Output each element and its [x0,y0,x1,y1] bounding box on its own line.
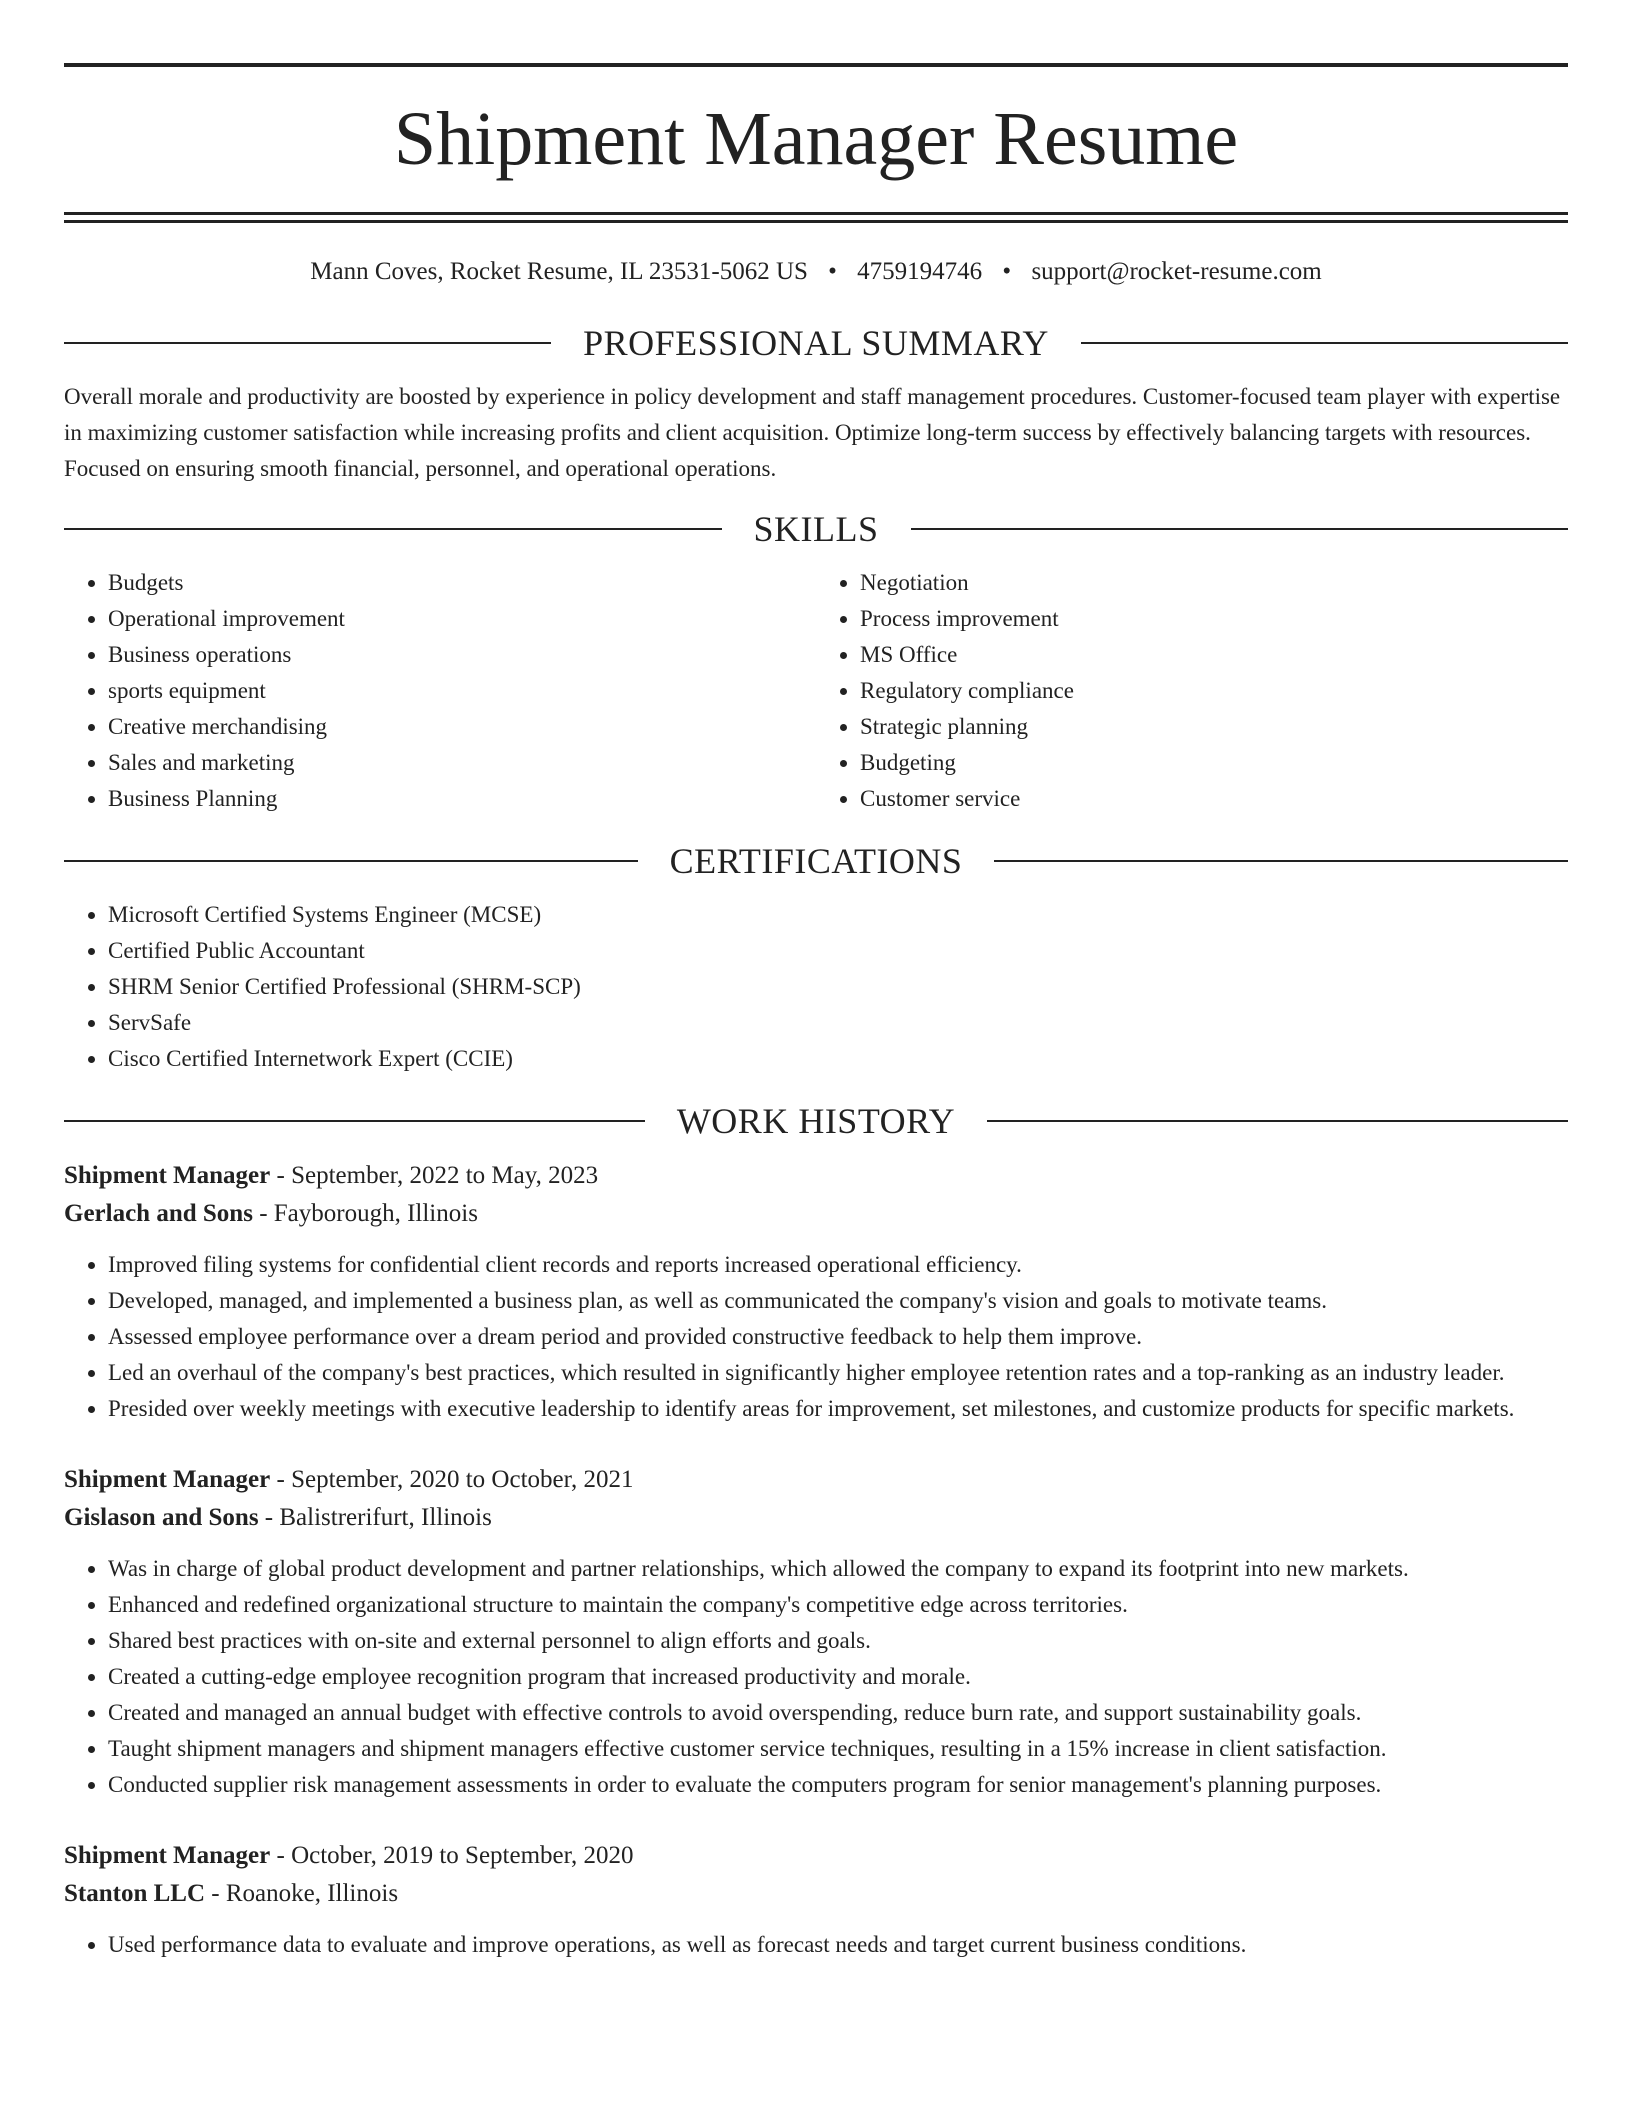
contact-line [64,257,1568,287]
job-bullets [64,1247,1568,1427]
job-entry [64,1461,1568,1803]
job-bullet: • Developed, managed, and implemented a business plan, as well as communicated the company's vision and goals to motivate teams. [108,1283,1568,1319]
skill-item: • Budgets [108,565,816,601]
job-company-line [64,1195,1568,1233]
skill-item: • Creative merchandising [108,709,816,745]
skill-item: • Regulatory compliance [860,673,1568,709]
job-dates: - September, 2020 to October, 2021 [270,1466,634,1493]
skill-item: • MS Office [860,637,1568,673]
contact-email: support@rocket-resume.com [1031,258,1322,285]
job-bullet: • Enhanced and redefined organizational structure to maintain the company's competitive edge across territories. [108,1587,1568,1623]
skill-item: • Process improvement [860,601,1568,637]
certifications-heading [64,839,1568,883]
certification-item: • SHRM Senior Certified Professional (SHRM-SCP) [108,969,1568,1005]
skill-item: • Negotiation [860,565,1568,601]
job-bullet: • Presided over weekly meetings with executive leadership to identify areas for improvement, set milestones, and customize products for specific markets. [108,1391,1568,1427]
job-title-line [64,1461,1568,1499]
job-company: Gerlach and Sons [64,1200,253,1227]
contact-address: Mann Coves, Rocket Resume, IL 23531-5062 US [310,258,808,285]
job-title: Shipment Manager [64,1842,271,1869]
job-company: Gislason and Sons [64,1504,259,1531]
resume-page [64,0,1568,1963]
job-entry [64,1157,1568,1427]
job-title: Shipment Manager [64,1162,271,1189]
skills-right-list [816,565,1568,817]
skills-columns [64,565,1568,817]
job-bullet: • Led an overhaul of the company's best practices, which resulted in significantly higher employee retention rates and a top-ranking as an industry leader. [108,1355,1568,1391]
top-rule [64,63,1568,67]
certification-item: • Certified Public Accountant [108,933,1568,969]
skill-item: • Operational improvement [108,601,816,637]
job-bullets [64,1927,1568,1963]
certifications-list [64,897,1568,1077]
job-bullet: • Conducted supplier risk management assessments in order to evaluate the computers program for senior management's planning purposes. [108,1767,1568,1803]
summary-heading [64,321,1568,365]
skill-item: • Business operations [108,637,816,673]
job-bullet: • Created and managed an annual budget with effective controls to avoid overspending, reduce burn rate, and support sustainability goals. [108,1695,1568,1731]
skill-item: • Budgeting [860,745,1568,781]
contact-separator: • [828,258,837,285]
summary-text: Overall morale and productivity are boosted by experience in policy development and staff management procedures. Customer-focused team player with expertise in maximizing customer satisfaction while increasing profits and client acquisition. Optimize long-term success by effectively balancing targets with resources. Focused on ensuring smooth financial, personnel, and operational operations. [64,384,1561,481]
section-title: CERTIFICATIONS [669,841,963,881]
job-bullets [64,1551,1568,1803]
job-bullet: • Was in charge of global product development and partner relationships, which allowed the company to expand its footprint into new markets. [108,1551,1568,1587]
work-history [64,1157,1568,1963]
job-bullet: • Improved filing systems for confidential client records and reports increased operational efficiency. [108,1247,1568,1283]
job-location: - Fayborough, Illinois [252,1200,478,1227]
skill-item: • Customer service [860,781,1568,817]
skills-heading [64,507,1568,551]
job-bullet: • Assessed employee performance over a dream period and provided constructive feedback to help them improve. [108,1319,1568,1355]
section-title: WORK HISTORY [676,1101,956,1141]
work-heading [64,1099,1568,1143]
job-entry [64,1837,1568,1963]
job-dates: - October, 2019 to September, 2020 [270,1842,634,1869]
section-title: SKILLS [753,509,879,549]
job-title: Shipment Manager [64,1466,271,1493]
skill-item: • sports equipment [108,673,816,709]
contact-phone: 4759194746 [857,258,983,285]
job-bullet: • Taught shipment managers and shipment managers effective customer service techniques, resulting in a 15% increase in client satisfaction. [108,1731,1568,1767]
job-location: - Balistrerifurt, Illinois [258,1504,492,1531]
title-double-rule [64,212,1568,223]
job-title-line [64,1837,1568,1875]
job-company: Stanton LLC [64,1880,206,1907]
skill-item: • Strategic planning [860,709,1568,745]
job-location: - Roanoke, Illinois [205,1880,399,1907]
certification-item: • Microsoft Certified Systems Engineer (MCSE) [108,897,1568,933]
certification-item: • ServSafe [108,1005,1568,1041]
skill-item: • Business Planning [108,781,816,817]
contact-separator: • [1002,258,1012,285]
certification-item: • Cisco Certified Internetwork Expert (CCIE) [108,1041,1568,1077]
job-bullet: • Shared best practices with on-site and external personnel to align efforts and goals. [108,1623,1568,1659]
skills-left-list [64,565,816,817]
job-dates: - September, 2022 to May, 2023 [270,1162,599,1189]
job-bullet: • Created a cutting-edge employee recognition program that increased productivity and morale. [108,1659,1568,1695]
page-title: Shipment Manager Resume [393,97,1239,181]
job-company-line [64,1875,1568,1913]
job-bullet: • Used performance data to evaluate and improve operations, as well as forecast needs and target current business conditions. [108,1927,1568,1963]
job-title-line [64,1157,1568,1195]
skill-item: • Sales and marketing [108,745,816,781]
section-title: PROFESSIONAL SUMMARY [583,323,1049,363]
job-company-line [64,1499,1568,1537]
